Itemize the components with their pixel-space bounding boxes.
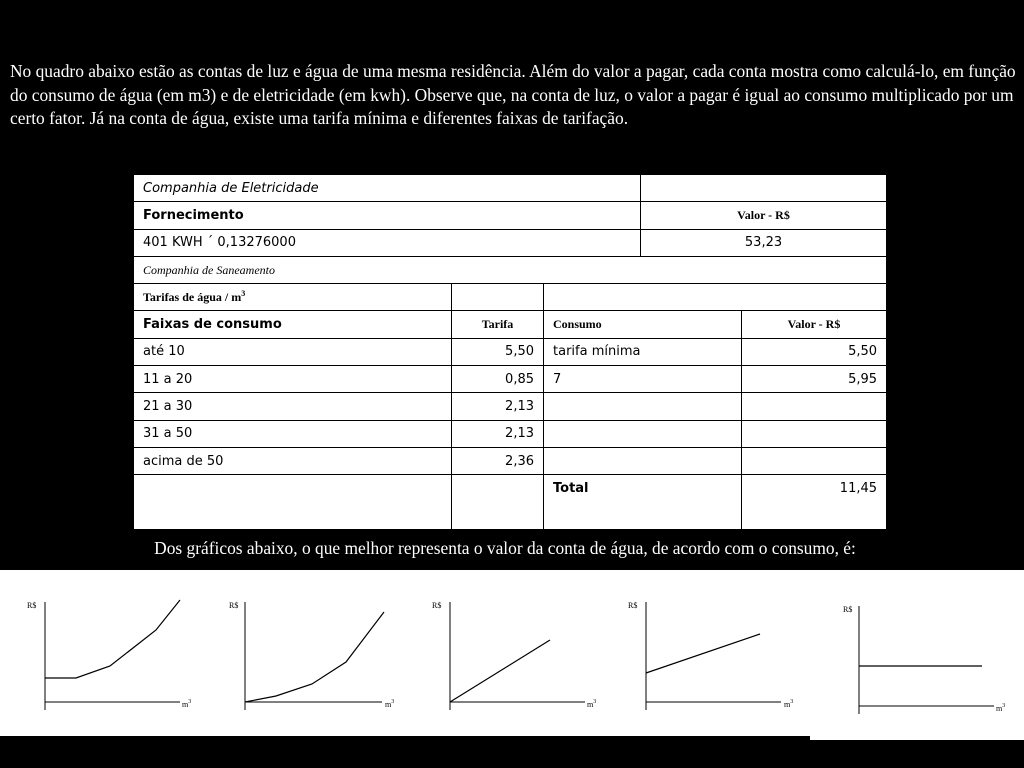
- x-axis-label: [784, 699, 793, 709]
- x-axis-label: [587, 699, 596, 709]
- empty-cell: [544, 284, 887, 311]
- curve: [450, 640, 550, 702]
- water-tariffs-row: [134, 284, 887, 311]
- table-row: [134, 393, 887, 420]
- x-axis-label: [996, 703, 1005, 713]
- consumption-cell: [544, 420, 742, 447]
- consumption-cell: 7: [544, 366, 742, 393]
- band-cell: até 10: [134, 338, 452, 365]
- empty-cell: [134, 475, 452, 530]
- x-axis-label-sup: 3: [1002, 703, 1006, 709]
- graph-option-1[interactable]: [26, 596, 202, 716]
- x-axis-label-text: m: [385, 700, 392, 709]
- band-cell: 21 a 30: [134, 393, 452, 420]
- total-value: 11,45: [742, 475, 887, 530]
- total-row: [134, 475, 887, 530]
- value-cell: [742, 420, 887, 447]
- bottom-strip: [0, 736, 810, 768]
- x-axis-label-text: m: [996, 704, 1003, 713]
- empty-cell: [452, 475, 544, 530]
- electricity-value: 53,23: [641, 229, 887, 256]
- consumption-cell: tarifa mínima: [544, 338, 742, 365]
- table-row: [134, 366, 887, 393]
- x-axis-label: [182, 699, 191, 709]
- tariff-cell: 2,13: [452, 393, 544, 420]
- tariff-cell: 2,36: [452, 447, 544, 474]
- x-axis-label-sup: 3: [790, 699, 794, 705]
- supply-header: Fornecimento: [134, 202, 641, 229]
- graph-option-2[interactable]: [228, 596, 404, 716]
- intro-paragraph: No quadro abaixo estão as contas de luz e água de uma mesma residência. Além do valor a pagar, cada conta mostra como calculá-lo, em função do consumo de água (em m3) e de eletricidade (em kwh). Observe que, na conta de luz, o valor a pagar é igual ao consumo multiplicado por um certo fator. Já na conta de água, existe uma tarifa mínima e diferentes faixas de tarifação.: [10, 61, 1016, 128]
- electricity-value-header: Valor - R$: [641, 202, 887, 229]
- bands-header: Faixas de consumo: [134, 311, 452, 338]
- water-company-row: [134, 256, 887, 283]
- consumption-cell: [544, 393, 742, 420]
- water-value-header: Valor - R$: [742, 311, 887, 338]
- electricity-calc-row: [134, 229, 887, 256]
- tariff-cell: 5,50: [452, 338, 544, 365]
- graph-option-3[interactable]: [431, 596, 607, 716]
- curve: [245, 612, 384, 702]
- tariff-cell: 0,85: [452, 366, 544, 393]
- curve: [646, 634, 760, 673]
- electricity-calc: 401 KWH ´ 0,13276000: [134, 229, 641, 256]
- tariff-header: Tarifa: [452, 311, 544, 338]
- value-cell: 5,95: [742, 366, 887, 393]
- x-axis-label-sup: 3: [593, 699, 597, 705]
- bills-table: [133, 174, 887, 530]
- table-row: [134, 447, 887, 474]
- question-text: Dos gráficos abaixo, o que melhor representa o valor da conta de água, de acordo com o consumo, é:: [154, 538, 856, 558]
- x-axis-label-text: m: [784, 700, 791, 709]
- consumption-cell: [544, 447, 742, 474]
- table-row: [134, 338, 887, 365]
- x-axis-label-text: m: [182, 700, 189, 709]
- empty-cell: [452, 284, 544, 311]
- electricity-company-name: Companhia de Eletricidade: [134, 175, 641, 202]
- y-axis-label: R$: [27, 601, 37, 610]
- x-axis-label-text: m: [587, 700, 594, 709]
- table-row: [134, 420, 887, 447]
- value-cell: [742, 393, 887, 420]
- y-axis-label: R$: [628, 601, 638, 610]
- x-axis-label: [385, 699, 394, 709]
- x-axis-label-sup: 3: [188, 699, 192, 705]
- band-cell: acima de 50: [134, 447, 452, 474]
- band-cell: 11 a 20: [134, 366, 452, 393]
- y-axis-label: R$: [229, 601, 239, 610]
- total-label: Total: [544, 475, 742, 530]
- graph-option-4[interactable]: [627, 596, 803, 716]
- tariff-cell: 2,13: [452, 420, 544, 447]
- value-cell: 5,50: [742, 338, 887, 365]
- graph-option-5[interactable]: [840, 600, 1016, 720]
- electricity-header-row: [134, 202, 887, 229]
- tariffs-header: [134, 284, 452, 311]
- band-cell: 31 a 50: [134, 420, 452, 447]
- x-axis-label-sup: 3: [391, 699, 395, 705]
- curve: [45, 600, 180, 678]
- tariffs-label: Tarifas de água / m: [143, 290, 242, 305]
- electricity-company-row: [134, 175, 887, 202]
- y-axis-label: R$: [432, 601, 442, 610]
- value-cell: [742, 447, 887, 474]
- y-axis-label: R$: [843, 605, 853, 614]
- water-company-name: Companhia de Saneamento: [134, 256, 887, 283]
- water-header-row: [134, 311, 887, 338]
- tariffs-sup: 3: [241, 289, 246, 299]
- empty-cell: [641, 175, 887, 202]
- consumption-header: Consumo: [544, 311, 742, 338]
